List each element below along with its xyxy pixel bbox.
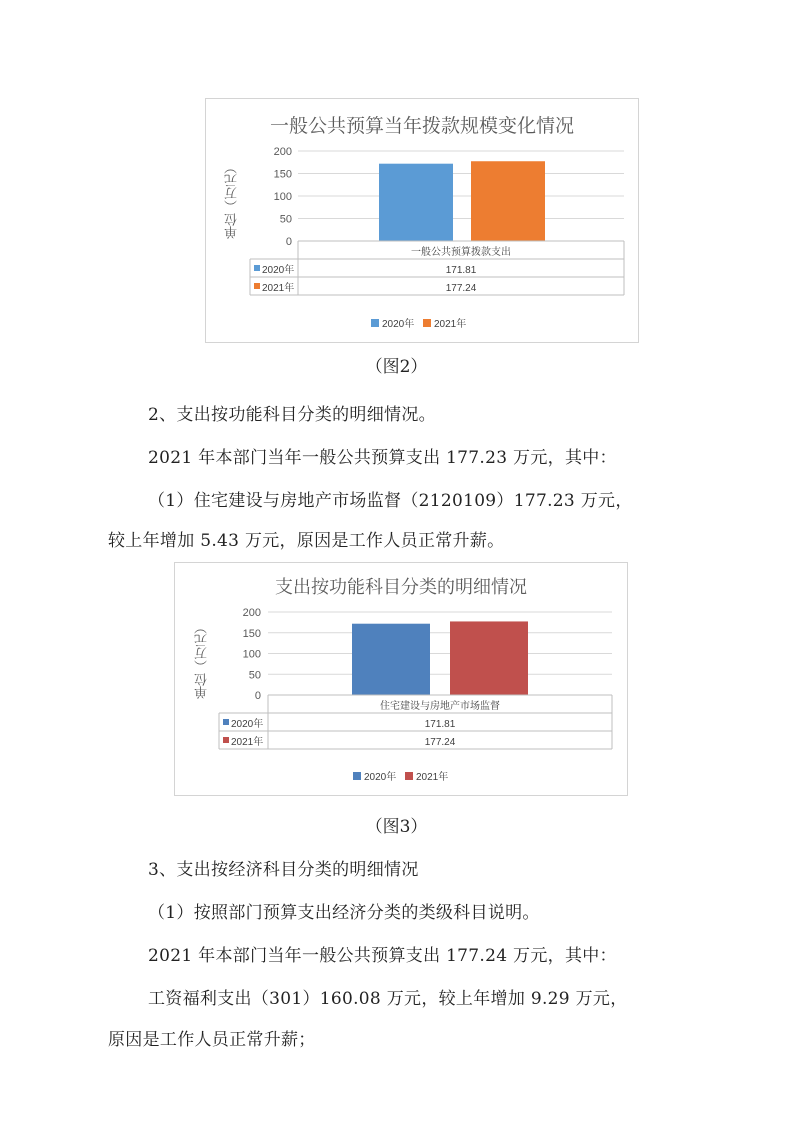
chart-functional-classification <box>174 562 628 796</box>
chart-plot <box>206 99 640 344</box>
chart-ylabel: 单位（万元） <box>195 621 210 699</box>
figure-caption: （图3） <box>365 817 428 837</box>
y-tick-label: 200 <box>242 607 261 619</box>
paragraph: 工资福利支出（301）160.08 万元，较上年增加 9.29 万元， <box>148 989 628 1009</box>
bar-2020年 <box>379 164 453 241</box>
paragraph: （1）住宅建设与房地产市场监督（2120109）177.23 万元， <box>148 491 633 511</box>
y-tick-label: 0 <box>285 236 292 248</box>
section-heading: 3、支出按经济科目分类的明细情况 <box>148 860 419 880</box>
series-swatch <box>254 283 260 289</box>
data-label: 177.24 <box>424 737 456 748</box>
series-swatch <box>223 737 229 743</box>
y-tick-label: 200 <box>273 146 292 158</box>
legend-swatch <box>405 772 413 780</box>
legend-label: 2021年 <box>434 319 467 330</box>
legend-label: 2020年 <box>382 319 415 330</box>
data-label: 177.24 <box>445 283 477 294</box>
paragraph: （1）按照部门预算支出经济分类的类级科目说明。 <box>148 903 540 923</box>
paragraph: 2021 年本部门当年一般公共预算支出 177.24 万元，其中： <box>148 946 617 966</box>
chart-plot <box>175 563 629 797</box>
category-label: 住宅建设与房地产市场监督 <box>380 701 500 712</box>
y-tick-label: 50 <box>279 213 292 226</box>
paragraph: 2021 年本部门当年一般公共预算支出 177.23 万元，其中： <box>148 448 617 468</box>
bar-2021年 <box>450 621 528 695</box>
legend-swatch <box>353 772 361 780</box>
series-label: 2020年 <box>231 719 264 730</box>
chart-title: 支出按功能科目分类的明细情况 <box>275 577 527 598</box>
y-tick-label: 100 <box>273 191 292 203</box>
y-tick-label: 0 <box>254 690 261 702</box>
series-swatch <box>254 265 260 271</box>
paragraph: 较上年增加 5.43 万元，原因是工作人员正常升薪。 <box>108 531 505 551</box>
chart-title: 一般公共预算当年拨款规模变化情况 <box>269 115 574 137</box>
chart-budget-appropriation <box>205 98 639 343</box>
y-tick-label: 100 <box>242 648 261 661</box>
series-label: 2021年 <box>262 283 295 294</box>
y-tick-label: 50 <box>248 669 261 682</box>
bar-2020年 <box>352 624 430 695</box>
series-label: 2021年 <box>231 737 264 748</box>
legend-swatch <box>423 319 431 327</box>
figure-caption: （图2） <box>365 357 428 377</box>
category-label: 一般公共预算拨款支出 <box>411 247 511 258</box>
y-tick-label: 150 <box>242 627 261 640</box>
section-heading: 2、支出按功能科目分类的明细情况。 <box>148 405 436 425</box>
data-label: 171.81 <box>424 719 456 730</box>
series-swatch <box>223 719 229 725</box>
y-tick-label: 150 <box>273 168 292 181</box>
legend-label: 2021年 <box>416 772 449 783</box>
legend-swatch <box>371 319 379 327</box>
bar-2021年 <box>471 161 545 241</box>
chart-ylabel: 单位（万元） <box>225 161 240 239</box>
data-label: 171.81 <box>445 265 477 276</box>
legend-label: 2020年 <box>364 772 397 783</box>
paragraph: 原因是工作人员正常升薪； <box>108 1030 316 1050</box>
series-label: 2020年 <box>262 265 295 276</box>
